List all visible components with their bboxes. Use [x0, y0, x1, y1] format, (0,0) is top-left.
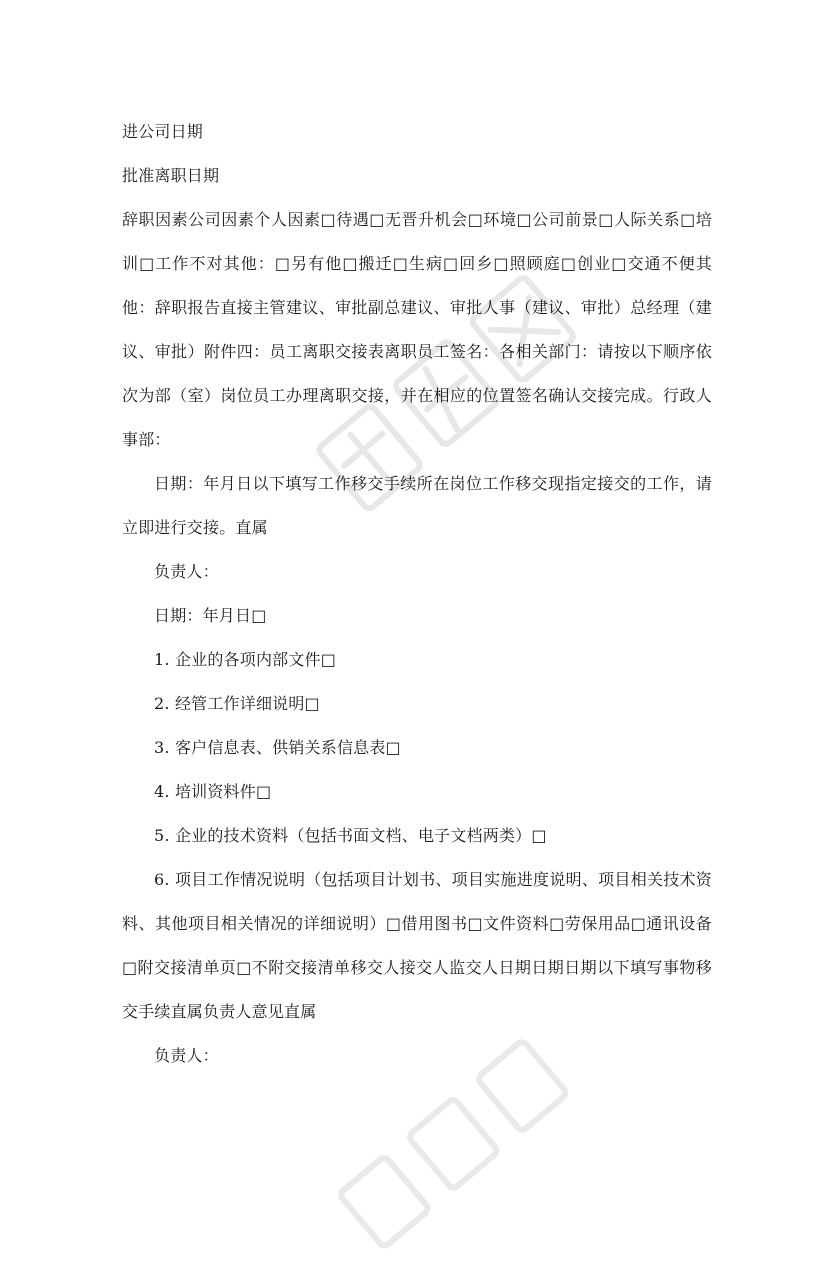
list-item-3: 3. 客户信息表、供销关系信息表□: [154, 738, 401, 757]
list-item-2: 2. 经管工作详细说明□: [154, 694, 320, 713]
paragraph-resignation-reasons: 辞职因素公司因素个人因素□待遇□无晋升机会□环境□公司前景□人际关系□培训□工作不对其他：□另有他□搬迁□生病□回乡□照顾庭□创业□交通不便其他：辞职报告直接主管建议、审批副总建议、审批人事（建议、审批）总经理（建议、审批）附件四：员工离职交接表离职员工签名：各相关部门：请按以下顺序依次为部（室）岗位员工办理离职交接，并在相应的位置签名确认交接完成。行政人事部：: [122, 210, 712, 449]
line-approved-leave-date: 批准离职日期: [122, 166, 220, 185]
line-responsible-person: 负责人：: [154, 562, 219, 581]
list-item-4: 4. 培训资料件□: [154, 782, 272, 801]
paragraph-work-handover: 日期：年月日以下填写工作移交手续所在岗位工作移交现指定接交的工作，请立即进行交接。直属: [122, 474, 712, 537]
list-item-6: 6. 项目工作情况说明（包括项目计划书、项目实施进度说明、项目相关技术资料、其他项目相关情况的详细说明）□借用图书□文件资料□劳保用品□通讯设备□附交接清单页□不附交接清单移交人接交人监交人日期日期日期以下填写事物移交手续直属负责人意见直属: [122, 870, 712, 1021]
line-join-date: 进公司日期: [122, 122, 204, 141]
line-responsible-person-2: 负责人：: [154, 1046, 219, 1065]
line-date: 日期：年月日□: [154, 606, 267, 625]
list-item-1: 1. 企业的各项内部文件□: [154, 650, 337, 669]
document-body: [122, 110, 712, 1078]
list-item-5: 5. 企业的技术资料（包括书面文档、电子文档两类）□: [154, 826, 547, 845]
